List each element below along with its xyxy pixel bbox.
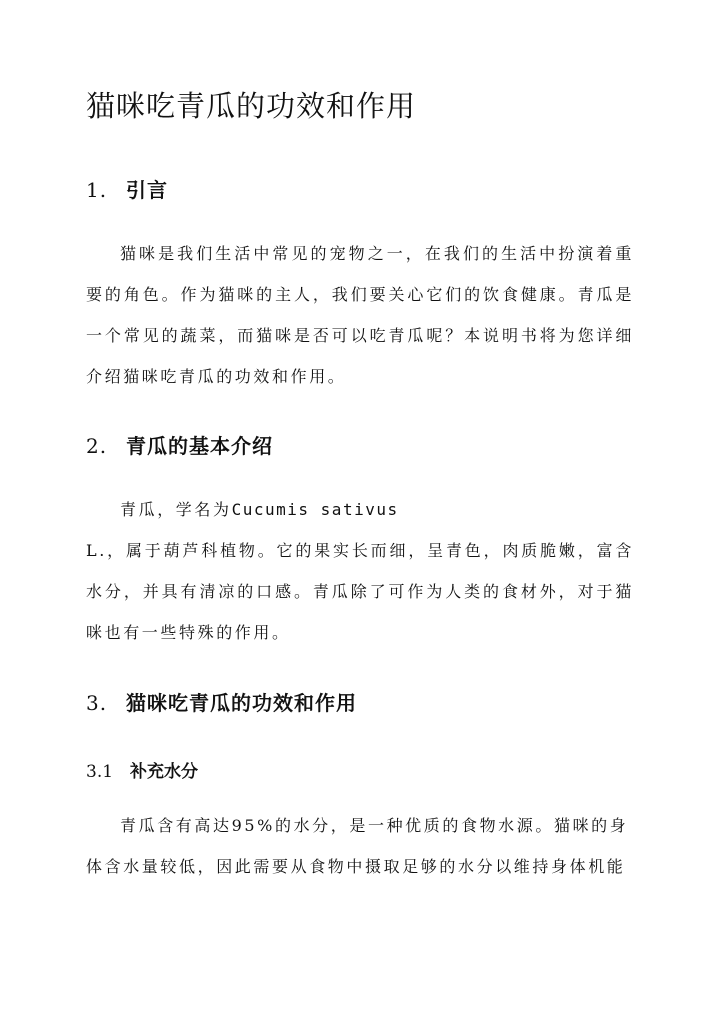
hydration-paragraph (86, 805, 634, 887)
section-number: 3. (86, 691, 108, 715)
section-title: 引言 (126, 178, 168, 202)
section-number: 2. (86, 434, 108, 458)
section-title: 猫咪吃青瓜的功效和作用 (126, 691, 357, 715)
subsection-title: 补充水分 (130, 762, 198, 782)
hydration-line: 青瓜含有高达95%的水分，是一种优质的食物水源。猫咪的身 (120, 816, 629, 835)
subsection-number: 3.1 (86, 762, 114, 782)
basics-paragraph (86, 489, 634, 530)
section-heading-basics (86, 430, 273, 459)
section-number: 1. (86, 178, 108, 202)
subsection-heading-hydration (86, 757, 198, 782)
section-heading-benefits (86, 687, 357, 716)
basics-line-prefix: 青瓜，学名为 (120, 500, 232, 519)
basics-paragraph-rest: L.，属于葫芦科植物。它的果实长而细，呈青色，肉质脆嫩，富含水分，并具有清凉的口感。青瓜除了可作为人类的食材外，对于猫咪也有一些特殊的作用。 (86, 541, 634, 642)
document-title: 猫咪吃青瓜的功效和作用 (86, 89, 417, 123)
section-title: 青瓜的基本介绍 (126, 434, 273, 458)
hydration-line: 体含水量较低，因此需要从食物中摄取足够的水分以维持身体机能 (86, 857, 626, 876)
latin-name: Cucumis sativus (231, 500, 399, 519)
section-heading-intro (86, 174, 168, 203)
intro-paragraph: 猫咪是我们生活中常见的宠物之一，在我们的生活中扮演着重要的角色。作为猫咪的主人，我们要关心它们的饮食健康。青瓜是一个常见的蔬菜，而猫咪是否可以吃青瓜呢？本说明书将为您详细介绍猫咪吃青瓜的功效和作用。 (86, 244, 634, 386)
basics-first-line (86, 489, 634, 530)
